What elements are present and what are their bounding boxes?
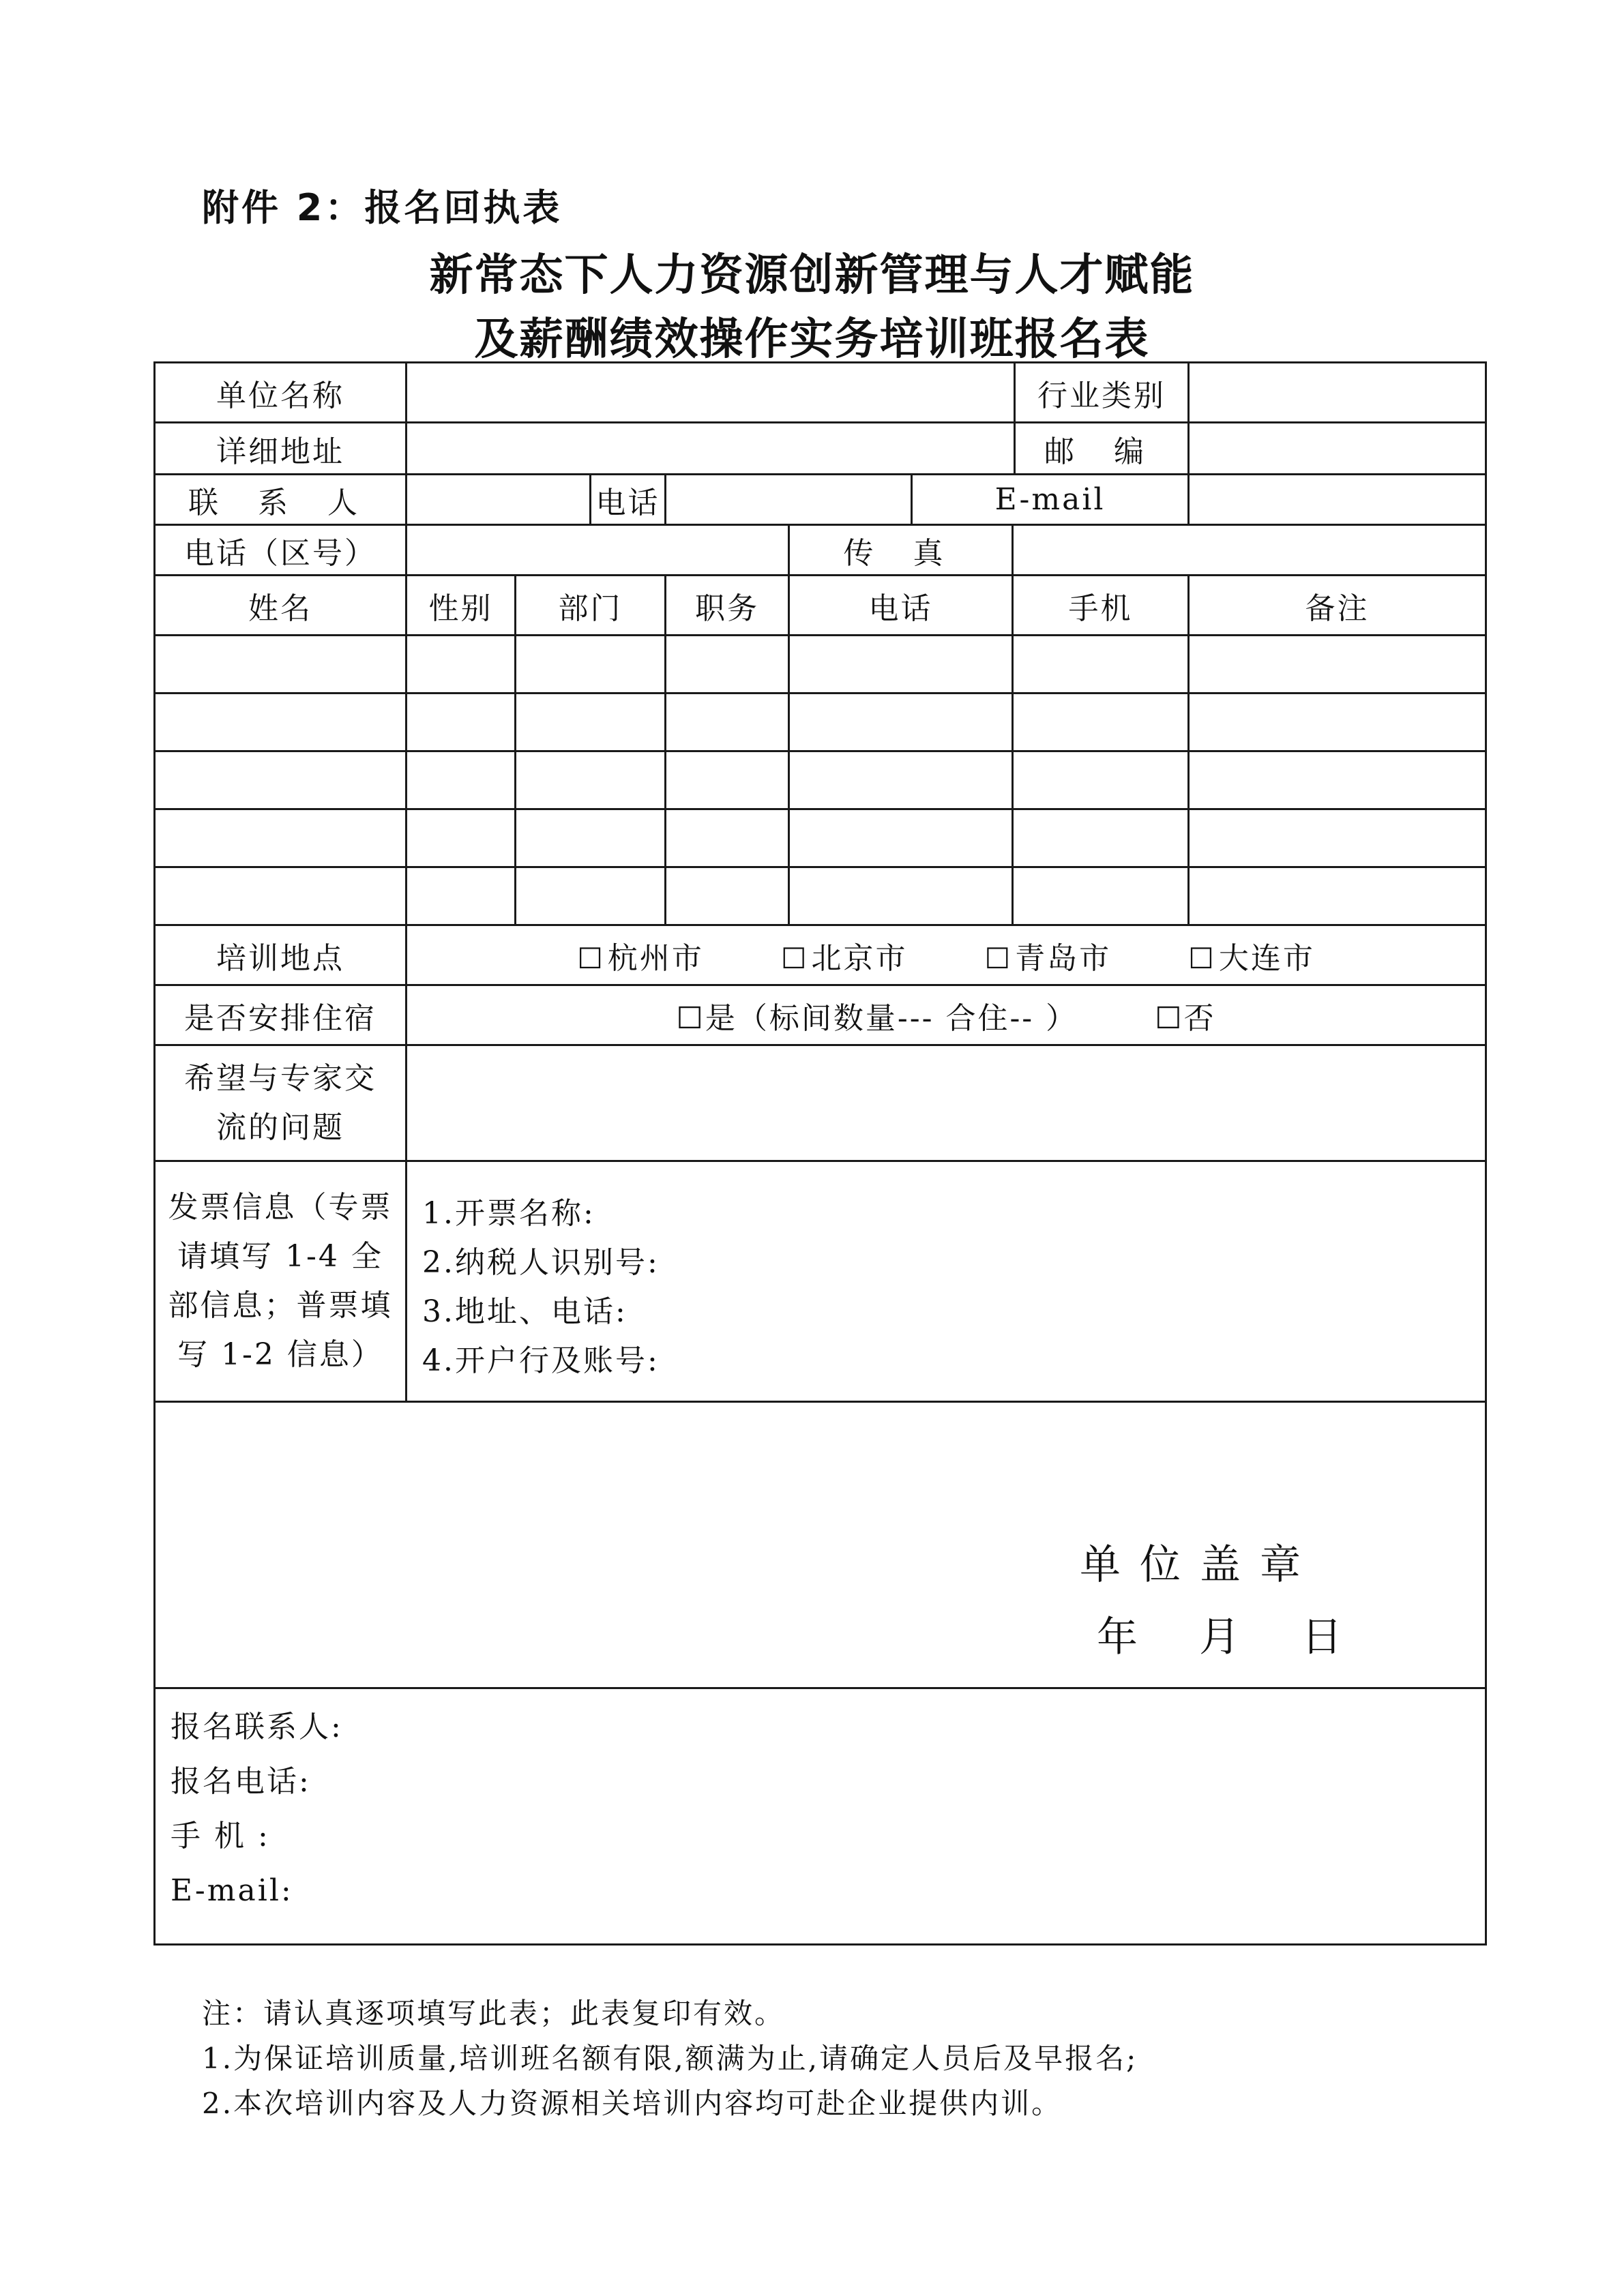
registration-contact-person: 报名联系人: xyxy=(171,1710,343,1744)
col-gender: 性别 xyxy=(407,576,516,636)
checkbox-icon: ☐ xyxy=(984,941,1013,975)
location-option-beijing[interactable] xyxy=(781,934,908,977)
location-option-label: 杭州市 xyxy=(607,940,704,976)
questions-label-line: 流的问题 xyxy=(216,1109,344,1145)
invoice-label xyxy=(155,1161,407,1402)
lodging-options xyxy=(407,985,1486,1045)
col-department: 部门 xyxy=(516,576,666,636)
checkbox-icon: ☐ xyxy=(577,941,605,975)
registration-email: E-mail: xyxy=(171,1873,293,1908)
participant-name-cell[interactable] xyxy=(155,694,407,751)
registration-phone: 报名电话: xyxy=(171,1764,311,1799)
training-location-options xyxy=(407,925,1486,985)
invoice-item: 3.地址、电话: xyxy=(422,1294,628,1329)
contact-label: 联 系 人 xyxy=(155,475,407,525)
address-field[interactable] xyxy=(407,423,1015,475)
lodging-label: 是否安排住宿 xyxy=(155,985,407,1045)
participant-position-cell[interactable] xyxy=(666,694,789,751)
note-line: 注：请认真逐项填写此表；此表复印有效。 xyxy=(202,1997,786,2030)
participant-position-cell[interactable] xyxy=(666,809,789,867)
note-line: 1.为保证培训质量,培训班名额有限,额满为止,请确定人员后及早报名; xyxy=(202,2042,1138,2075)
fax-field[interactable] xyxy=(1013,525,1486,576)
phone-label: 电话 xyxy=(591,475,666,525)
phone-area-label: 电话（区号） xyxy=(155,525,407,576)
location-option-label: 北京市 xyxy=(811,940,908,976)
participant-gender-cell[interactable] xyxy=(407,867,516,925)
unit-name-label: 单位名称 xyxy=(155,363,407,423)
participant-remarks-cell[interactable] xyxy=(1189,809,1486,867)
participant-position-cell[interactable] xyxy=(666,751,789,809)
participant-mobile-cell[interactable] xyxy=(1013,636,1189,694)
unit-name-field[interactable] xyxy=(407,363,1015,423)
attachment-label: 附件 2：报名回执表 xyxy=(202,186,563,229)
date-year: 年 xyxy=(1097,1613,1138,1661)
participant-name-cell[interactable] xyxy=(155,809,407,867)
postcode-field[interactable] xyxy=(1189,423,1486,475)
participant-phone-cell[interactable] xyxy=(789,636,1013,694)
participant-mobile-cell[interactable] xyxy=(1013,751,1189,809)
participant-remarks-cell[interactable] xyxy=(1189,636,1486,694)
date-month: 月 xyxy=(1199,1613,1240,1661)
invoice-item: 2.纳税人识别号: xyxy=(422,1245,660,1280)
participant-gender-cell[interactable] xyxy=(407,751,516,809)
participant-department-cell[interactable] xyxy=(516,751,666,809)
questions-field[interactable] xyxy=(407,1045,1486,1161)
seal-date xyxy=(1097,1605,1404,1663)
contact-field[interactable] xyxy=(407,475,591,525)
form-title-line-1: 新常态下人力资源创新管理与人才赋能 xyxy=(429,250,1195,301)
email-field[interactable] xyxy=(1189,475,1486,525)
participants-header-row xyxy=(155,576,1486,636)
participant-row xyxy=(155,636,1486,694)
participant-row xyxy=(155,809,1486,867)
participant-position-cell[interactable] xyxy=(666,636,789,694)
phone-field[interactable] xyxy=(666,475,912,525)
participant-phone-cell[interactable] xyxy=(789,867,1013,925)
participant-mobile-cell[interactable] xyxy=(1013,694,1189,751)
lodging-option-yes[interactable]: ☐是（标间数量--- 合住-- ） xyxy=(676,1000,1078,1036)
col-name: 姓名 xyxy=(155,576,407,636)
checkbox-icon: ☐ xyxy=(780,941,809,975)
checkbox-icon: ☐ xyxy=(1188,941,1216,975)
location-option-hangzhou[interactable] xyxy=(577,934,704,977)
participant-row xyxy=(155,867,1486,925)
fax-label: 传 真 xyxy=(789,525,1013,576)
participant-row xyxy=(155,694,1486,751)
participant-department-cell[interactable] xyxy=(516,867,666,925)
registration-contact-block[interactable] xyxy=(155,1688,1486,1945)
invoice-item: 4.开户行及账号: xyxy=(422,1343,660,1378)
lodging-option-no[interactable]: ☐否 xyxy=(1155,1000,1216,1036)
industry-label: 行业类别 xyxy=(1015,363,1189,423)
industry-field[interactable] xyxy=(1189,363,1486,423)
participant-gender-cell[interactable] xyxy=(407,809,516,867)
phone-area-field[interactable] xyxy=(407,525,789,576)
location-option-qingdao[interactable] xyxy=(985,934,1112,977)
notes xyxy=(202,1991,1138,2126)
participant-gender-cell[interactable] xyxy=(407,636,516,694)
participant-name-cell[interactable] xyxy=(155,867,407,925)
participant-department-cell[interactable] xyxy=(516,694,666,751)
questions-label xyxy=(155,1045,407,1161)
participant-mobile-cell[interactable] xyxy=(1013,867,1189,925)
registration-mobile: 手 机 : xyxy=(171,1819,270,1853)
postcode-label: 邮 编 xyxy=(1015,423,1189,475)
address-label: 详细地址 xyxy=(155,423,407,475)
participant-remarks-cell[interactable] xyxy=(1189,867,1486,925)
invoice-details[interactable] xyxy=(407,1161,1486,1402)
location-option-label: 青岛市 xyxy=(1015,940,1112,976)
col-remarks: 备注 xyxy=(1189,576,1486,636)
participant-phone-cell[interactable] xyxy=(789,809,1013,867)
location-option-dalian[interactable] xyxy=(1188,934,1315,977)
participant-gender-cell[interactable] xyxy=(407,694,516,751)
note-line: 2.本次培训内容及人力资源相关培训内容均可赴企业提供内训。 xyxy=(202,2087,1063,2120)
date-day: 日 xyxy=(1301,1613,1342,1661)
participant-name-cell[interactable] xyxy=(155,636,407,694)
participant-position-cell[interactable] xyxy=(666,867,789,925)
invoice-label-line: 发票信息（专票 xyxy=(168,1190,393,1225)
col-mobile: 手机 xyxy=(1013,576,1189,636)
participant-remarks-cell[interactable] xyxy=(1189,751,1486,809)
participant-mobile-cell[interactable] xyxy=(1013,809,1189,867)
email-label: E-mail xyxy=(912,475,1189,525)
participant-department-cell[interactable] xyxy=(516,636,666,694)
training-location-label: 培训地点 xyxy=(155,925,407,985)
location-option-label: 大连市 xyxy=(1218,940,1315,976)
seal-area[interactable] xyxy=(155,1402,1486,1688)
participant-phone-cell[interactable] xyxy=(789,751,1013,809)
registration-form-table xyxy=(153,361,1487,1945)
form-title-line-2: 及薪酬绩效操作实务培训班报名表 xyxy=(474,314,1150,365)
invoice-label-line: 部信息；普票填 xyxy=(168,1288,393,1323)
participant-department-cell[interactable] xyxy=(516,809,666,867)
questions-label-line: 希望与专家交 xyxy=(184,1060,377,1096)
invoice-label-line: 写 1-2 信息） xyxy=(177,1337,383,1372)
col-phone: 电话 xyxy=(789,576,1013,636)
participant-phone-cell[interactable] xyxy=(789,694,1013,751)
participant-remarks-cell[interactable] xyxy=(1189,694,1486,751)
participant-row xyxy=(155,751,1486,809)
unit-seal-label: 单位盖章 xyxy=(1080,1541,1320,1589)
col-position: 职务 xyxy=(666,576,789,636)
invoice-label-line: 请填写 1-4 全 xyxy=(177,1239,383,1274)
invoice-item: 1.开票名称: xyxy=(422,1196,595,1231)
participant-name-cell[interactable] xyxy=(155,751,407,809)
